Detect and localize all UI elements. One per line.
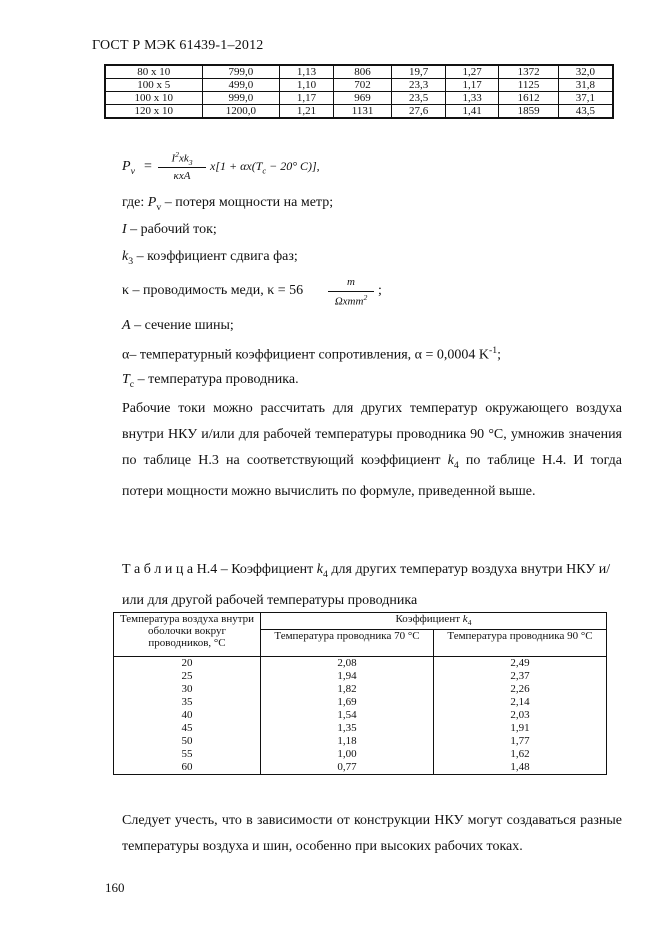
formula-numerator: $I^2xk_3$ xyxy=(171,150,193,167)
table-cell: 1,13 xyxy=(280,65,333,79)
table-row xyxy=(114,696,607,709)
table-cell: 2,49 xyxy=(434,657,607,671)
paragraph-working-currents: Рабочие токи можно рассчитать для других температур окружающего воздуха внутри НКУ и/или для рабочей температуры проводника 90 °С, умножив значения по таблице Н.3 на соответствующий коэффициент $k_4$ по таблице Н.4. И тогда потери мощности можно вычислить по формуле, приведенной выше. xyxy=(122,401,622,499)
table-cell: 806 xyxy=(333,65,392,79)
table-cell: 45 xyxy=(114,722,261,735)
table-row xyxy=(105,79,613,92)
table-cell: 120 x 10 xyxy=(105,105,202,119)
table-cell: 55 xyxy=(114,748,261,761)
table-cell: 1,69 xyxy=(261,696,434,709)
table-cell: 2,37 xyxy=(434,670,607,683)
formula-equals: = xyxy=(144,159,152,174)
table-row xyxy=(114,722,607,735)
def-kappa: κ – проводимость меди, κ = 56 m Ωxmm$^2$ ; xyxy=(122,276,382,308)
kappa-numerator: m xyxy=(347,276,355,288)
table-cell: 80 x 10 xyxy=(105,65,202,79)
table-row xyxy=(114,748,607,761)
table-cell: 40 xyxy=(114,709,261,722)
kappa-denominator: Ωxmm$^2$ xyxy=(334,293,368,308)
table-cell: 1200,0 xyxy=(202,105,280,119)
table-cell: 1,94 xyxy=(261,670,434,683)
table-cell: 31,8 xyxy=(558,79,613,92)
table-row xyxy=(114,670,607,683)
table-cell: 1,91 xyxy=(434,722,607,735)
table-cell: 702 xyxy=(333,79,392,92)
table-cell: 20 xyxy=(114,657,261,671)
table-cell: 100 x 5 xyxy=(105,79,202,92)
table-cell: 60 xyxy=(114,761,261,775)
table-cell: 0,77 xyxy=(261,761,434,775)
def-k3: $k_3$ – коэффициент сдвига фаз; xyxy=(122,249,298,267)
def-current: I – рабочий ток; xyxy=(122,222,217,237)
table-cell: 32,0 xyxy=(558,65,613,79)
table-cell: 1372 xyxy=(499,65,559,79)
table-cell: 19,7 xyxy=(392,65,445,79)
col-conductor-70-header: Температура проводника 70 °С xyxy=(261,630,434,657)
table-cell: 2,03 xyxy=(434,709,607,722)
table-cell: 1,82 xyxy=(261,683,434,696)
table-row xyxy=(105,65,613,79)
table-row xyxy=(114,709,607,722)
document-header: ГОСТ Р МЭК 61439-1–2012 xyxy=(92,38,264,53)
table-cell: 1,33 xyxy=(445,92,498,105)
formula-lhs: $P_v$ xyxy=(122,159,135,177)
table-cell: 1,48 xyxy=(434,761,607,775)
table-cell: 1,41 xyxy=(445,105,498,119)
table-cell: 37,1 xyxy=(558,92,613,105)
table-cell: 23,5 xyxy=(392,92,445,105)
paragraph-note: Следует учесть, что в зависимости от конструкции НКУ могут создаваться разные температуры воздуха и шин, особенно при высоких рабочих токах. xyxy=(122,813,622,854)
table-cell: 1,54 xyxy=(261,709,434,722)
formula-fraction-line xyxy=(158,167,206,168)
formula-rhs: $x[1 + \alpha x(T_c - 20^\circ$ C)], xyxy=(210,159,320,176)
table-cell: 1125 xyxy=(499,79,559,92)
coefficient-k4-table xyxy=(113,612,607,775)
table-row xyxy=(114,735,607,748)
table-cell: 1612 xyxy=(499,92,559,105)
table-cell: 1,21 xyxy=(280,105,333,119)
table-cell: 799,0 xyxy=(202,65,280,79)
def-alpha: α– температурный коэффициент сопротивления, α = 0,0004 $K^{-1}$; xyxy=(122,345,502,363)
table-caption: Т а б л и ц а Н.4 – Коэффициент $k_4$ для других температур воздуха внутри НКУ и/или для другой рабочей температуры проводника xyxy=(122,562,611,608)
table-row xyxy=(114,657,607,671)
busbar-data-table xyxy=(104,64,614,119)
table-cell: 1,18 xyxy=(261,735,434,748)
table-cell: 1859 xyxy=(499,105,559,119)
table-cell: 1,17 xyxy=(445,79,498,92)
table-row xyxy=(105,105,613,119)
table-cell: 35 xyxy=(114,696,261,709)
kappa-fraction-line xyxy=(328,291,374,292)
table-row xyxy=(114,683,607,696)
table-cell: 2,08 xyxy=(261,657,434,671)
table-cell: 1,00 xyxy=(261,748,434,761)
def-area: A – сечение шины; xyxy=(122,318,234,333)
table-cell: 1,17 xyxy=(280,92,333,105)
table-cell: 43,5 xyxy=(558,105,613,119)
table-cell: 1,35 xyxy=(261,722,434,735)
table-cell: 27,6 xyxy=(392,105,445,119)
table-cell: 1,27 xyxy=(445,65,498,79)
formula-denominator: κxA xyxy=(173,170,191,182)
table-cell: 1,10 xyxy=(280,79,333,92)
table-cell: 499,0 xyxy=(202,79,280,92)
table-row xyxy=(105,92,613,105)
def-temperature: $T_c$ – температура проводника. xyxy=(122,372,299,390)
table-cell: 1,77 xyxy=(434,735,607,748)
coefficient-group-header: Коэффициент $k_4$ xyxy=(261,613,607,630)
table-cell: 2,14 xyxy=(434,696,607,709)
table-cell: 969 xyxy=(333,92,392,105)
table-cell: 2,26 xyxy=(434,683,607,696)
def-intro-pv: где: $P_v$ – потеря мощности на метр; xyxy=(122,195,334,213)
table-cell: 1,62 xyxy=(434,748,607,761)
page-number: 160 xyxy=(105,880,125,895)
table-cell: 999,0 xyxy=(202,92,280,105)
col-air-temperature-header: Температура воздуха внутри оболочки вокруг проводников, °С xyxy=(114,613,261,657)
table-cell: 23,3 xyxy=(392,79,445,92)
table-cell: 30 xyxy=(114,683,261,696)
table-cell: 100 x 10 xyxy=(105,92,202,105)
col-conductor-90-header: Температура проводника 90 °С xyxy=(434,630,607,657)
table-cell: 1131 xyxy=(333,105,392,119)
power-loss-formula xyxy=(122,150,382,190)
table-cell: 50 xyxy=(114,735,261,748)
table-row xyxy=(114,761,607,775)
table-cell: 25 xyxy=(114,670,261,683)
